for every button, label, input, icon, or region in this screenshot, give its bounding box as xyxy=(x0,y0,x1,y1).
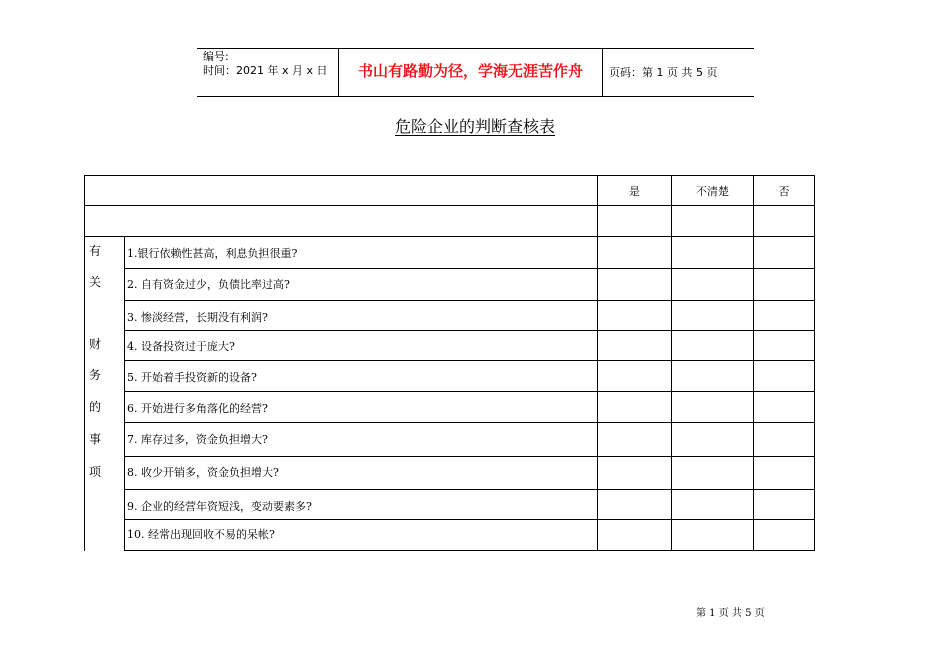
table-rule xyxy=(124,330,815,331)
table-rule xyxy=(84,175,815,176)
header-divider xyxy=(602,48,603,96)
table-rule xyxy=(124,422,815,423)
table-rule xyxy=(124,391,815,392)
header-top-rule xyxy=(197,48,754,49)
time-label: 时间：2021 年 x 月 x 日 xyxy=(203,64,328,77)
table-rule xyxy=(671,175,672,551)
side-label-char: 项 xyxy=(88,465,101,479)
document-title xyxy=(0,114,950,137)
table-row-item: 10. 经常出现回收不易的呆帐? xyxy=(127,528,275,541)
document-title-text: 危险企业的判断查核表 xyxy=(394,117,555,136)
table-row-item: 1.银行依赖性甚高，利息负担很重? xyxy=(127,247,298,260)
table-row-item: 6. 开始进行多角落化的经营? xyxy=(127,402,268,415)
table-row-item: 3. 惨淡经营，长期没有利润? xyxy=(127,311,268,324)
table-rule xyxy=(124,519,815,520)
table-rule xyxy=(124,236,125,551)
table-rule xyxy=(124,300,815,301)
table-rule xyxy=(814,175,815,551)
column-header-no: 否 xyxy=(778,185,790,198)
table-row-item: 9. 企业的经营年资短浅，变动要素多? xyxy=(127,500,312,513)
table-rule xyxy=(124,360,815,361)
side-label-char: 财 xyxy=(88,337,101,351)
motto-text: 书山有路勤为径，学海无涯苦作舟 xyxy=(357,62,583,80)
column-header-unclear: 不清楚 xyxy=(696,185,729,198)
table-row-item: 5. 开始着手投资新的设备? xyxy=(127,371,257,384)
table-rule xyxy=(84,236,815,237)
table-rule xyxy=(597,175,598,551)
table-row-item: 2. 自有资金过少，负债比率过高? xyxy=(127,278,290,291)
header-bottom-rule xyxy=(197,96,754,97)
side-label-char: 事 xyxy=(88,432,101,446)
number-label: 编号: xyxy=(203,50,229,63)
side-label-char: 有 xyxy=(88,244,101,258)
side-label-char: 的 xyxy=(88,400,101,414)
table-rule xyxy=(124,550,815,551)
table-rule xyxy=(124,456,815,457)
table-rule xyxy=(124,489,815,490)
side-label-char: 关 xyxy=(88,275,101,289)
table-rule xyxy=(753,175,754,551)
table-rule xyxy=(84,175,85,551)
column-header-yes: 是 xyxy=(629,185,640,198)
table-rule xyxy=(84,205,815,206)
page-code: 页码：第 1 页 共 5 页 xyxy=(609,66,718,79)
table-rule xyxy=(124,268,815,269)
table-row-item: 8. 收少开销多，资金负担增大? xyxy=(127,466,279,479)
page-footer: 第 1 页 共 5 页 xyxy=(696,608,765,619)
table-row-item: 7. 库存过多，资金负担增大? xyxy=(127,433,268,446)
side-label-char: 务 xyxy=(88,368,101,382)
table-row-item: 4. 设备投资过于庞大? xyxy=(127,340,235,353)
